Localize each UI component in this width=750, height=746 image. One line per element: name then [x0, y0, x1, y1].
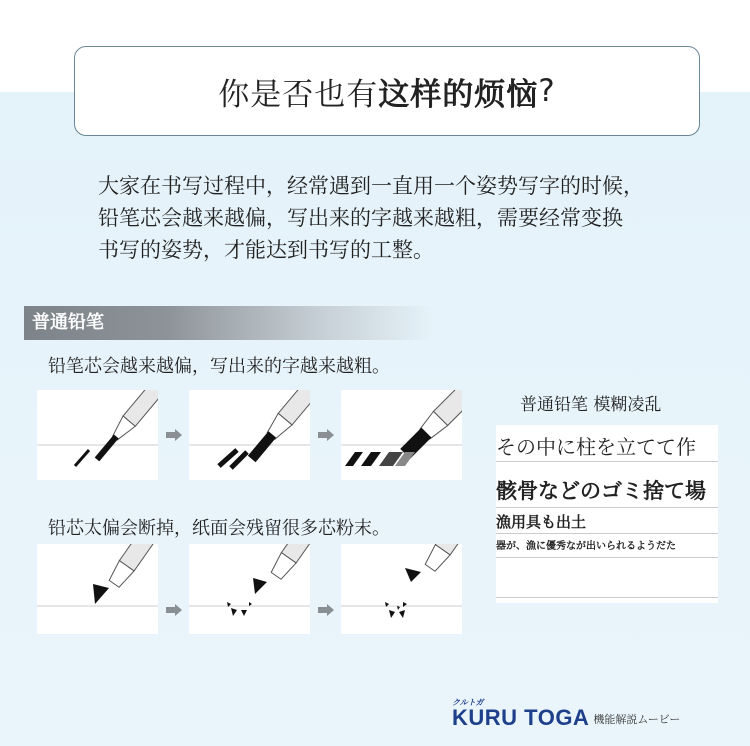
brand-logo: [452, 698, 590, 730]
kurutoga-brand: [452, 698, 681, 730]
diagram-panel-2: [189, 390, 310, 480]
section-header: 普通铅笔: [24, 306, 434, 340]
headline-part-2: 这样的烦恼: [378, 76, 539, 113]
sample-label: 普通铅笔 模糊凌乱: [520, 395, 662, 415]
caption-second: 铅芯太偏会断掉，纸面会残留很多芯粉末。: [48, 518, 390, 539]
pencil-icon: [37, 390, 158, 480]
sample-line: 器が、漁に優秀なが出いられるようだた: [496, 541, 676, 552]
diagram-panel-3: [341, 390, 462, 480]
pencil-icon: [189, 390, 310, 480]
arrow-right-icon: [318, 604, 334, 616]
pencil-icon: [341, 390, 462, 480]
handwriting-sample: [496, 425, 718, 603]
sample-line: 骸骨などのゴミ捨て場: [496, 478, 706, 503]
arrow-right-icon: [318, 429, 334, 441]
sample-rule: [496, 597, 718, 598]
sample-rule: [496, 557, 718, 558]
pencil-icon: [37, 544, 158, 634]
brand-mini-label: クルトガ: [452, 698, 484, 707]
headline-box: [74, 46, 700, 136]
sample-line: 漁用具も出土: [496, 513, 587, 531]
intro-line: 铅笔芯会越来越偏，写出来的字越来越粗，需要经常变换: [98, 206, 623, 230]
arrow-right-icon: [166, 429, 182, 441]
intro-line: 书写的姿势，才能达到书写的工整。: [98, 238, 434, 262]
sample-rule: [496, 533, 718, 534]
pencil-icon: [341, 544, 462, 634]
sample-line: その中に柱を立てて作: [496, 435, 696, 459]
caption-first: 铅笔芯会越来越偏，写出来的字越来越粗。: [48, 356, 390, 377]
diagram-panel-5: [189, 544, 310, 634]
sample-rule: [496, 507, 718, 508]
intro-paragraph: [98, 170, 698, 266]
sample-rule: [496, 461, 718, 462]
arrow-right-icon: [166, 604, 182, 616]
diagram-panel-4: [37, 544, 158, 634]
intro-line: 大家在书写过程中，经常遇到一直用一个姿势写字的时候，: [98, 174, 644, 198]
headline-part-3: ?: [538, 73, 556, 109]
diagram-panel-6: [341, 544, 462, 634]
headline-part-1: 你是否也有: [218, 76, 379, 113]
brand-subtitle: 機能解説ムービー: [593, 713, 681, 726]
brand-logo-text: KURU TOGA: [452, 705, 590, 730]
diagram-panel-1: [37, 390, 158, 480]
pencil-icon: [189, 544, 310, 634]
